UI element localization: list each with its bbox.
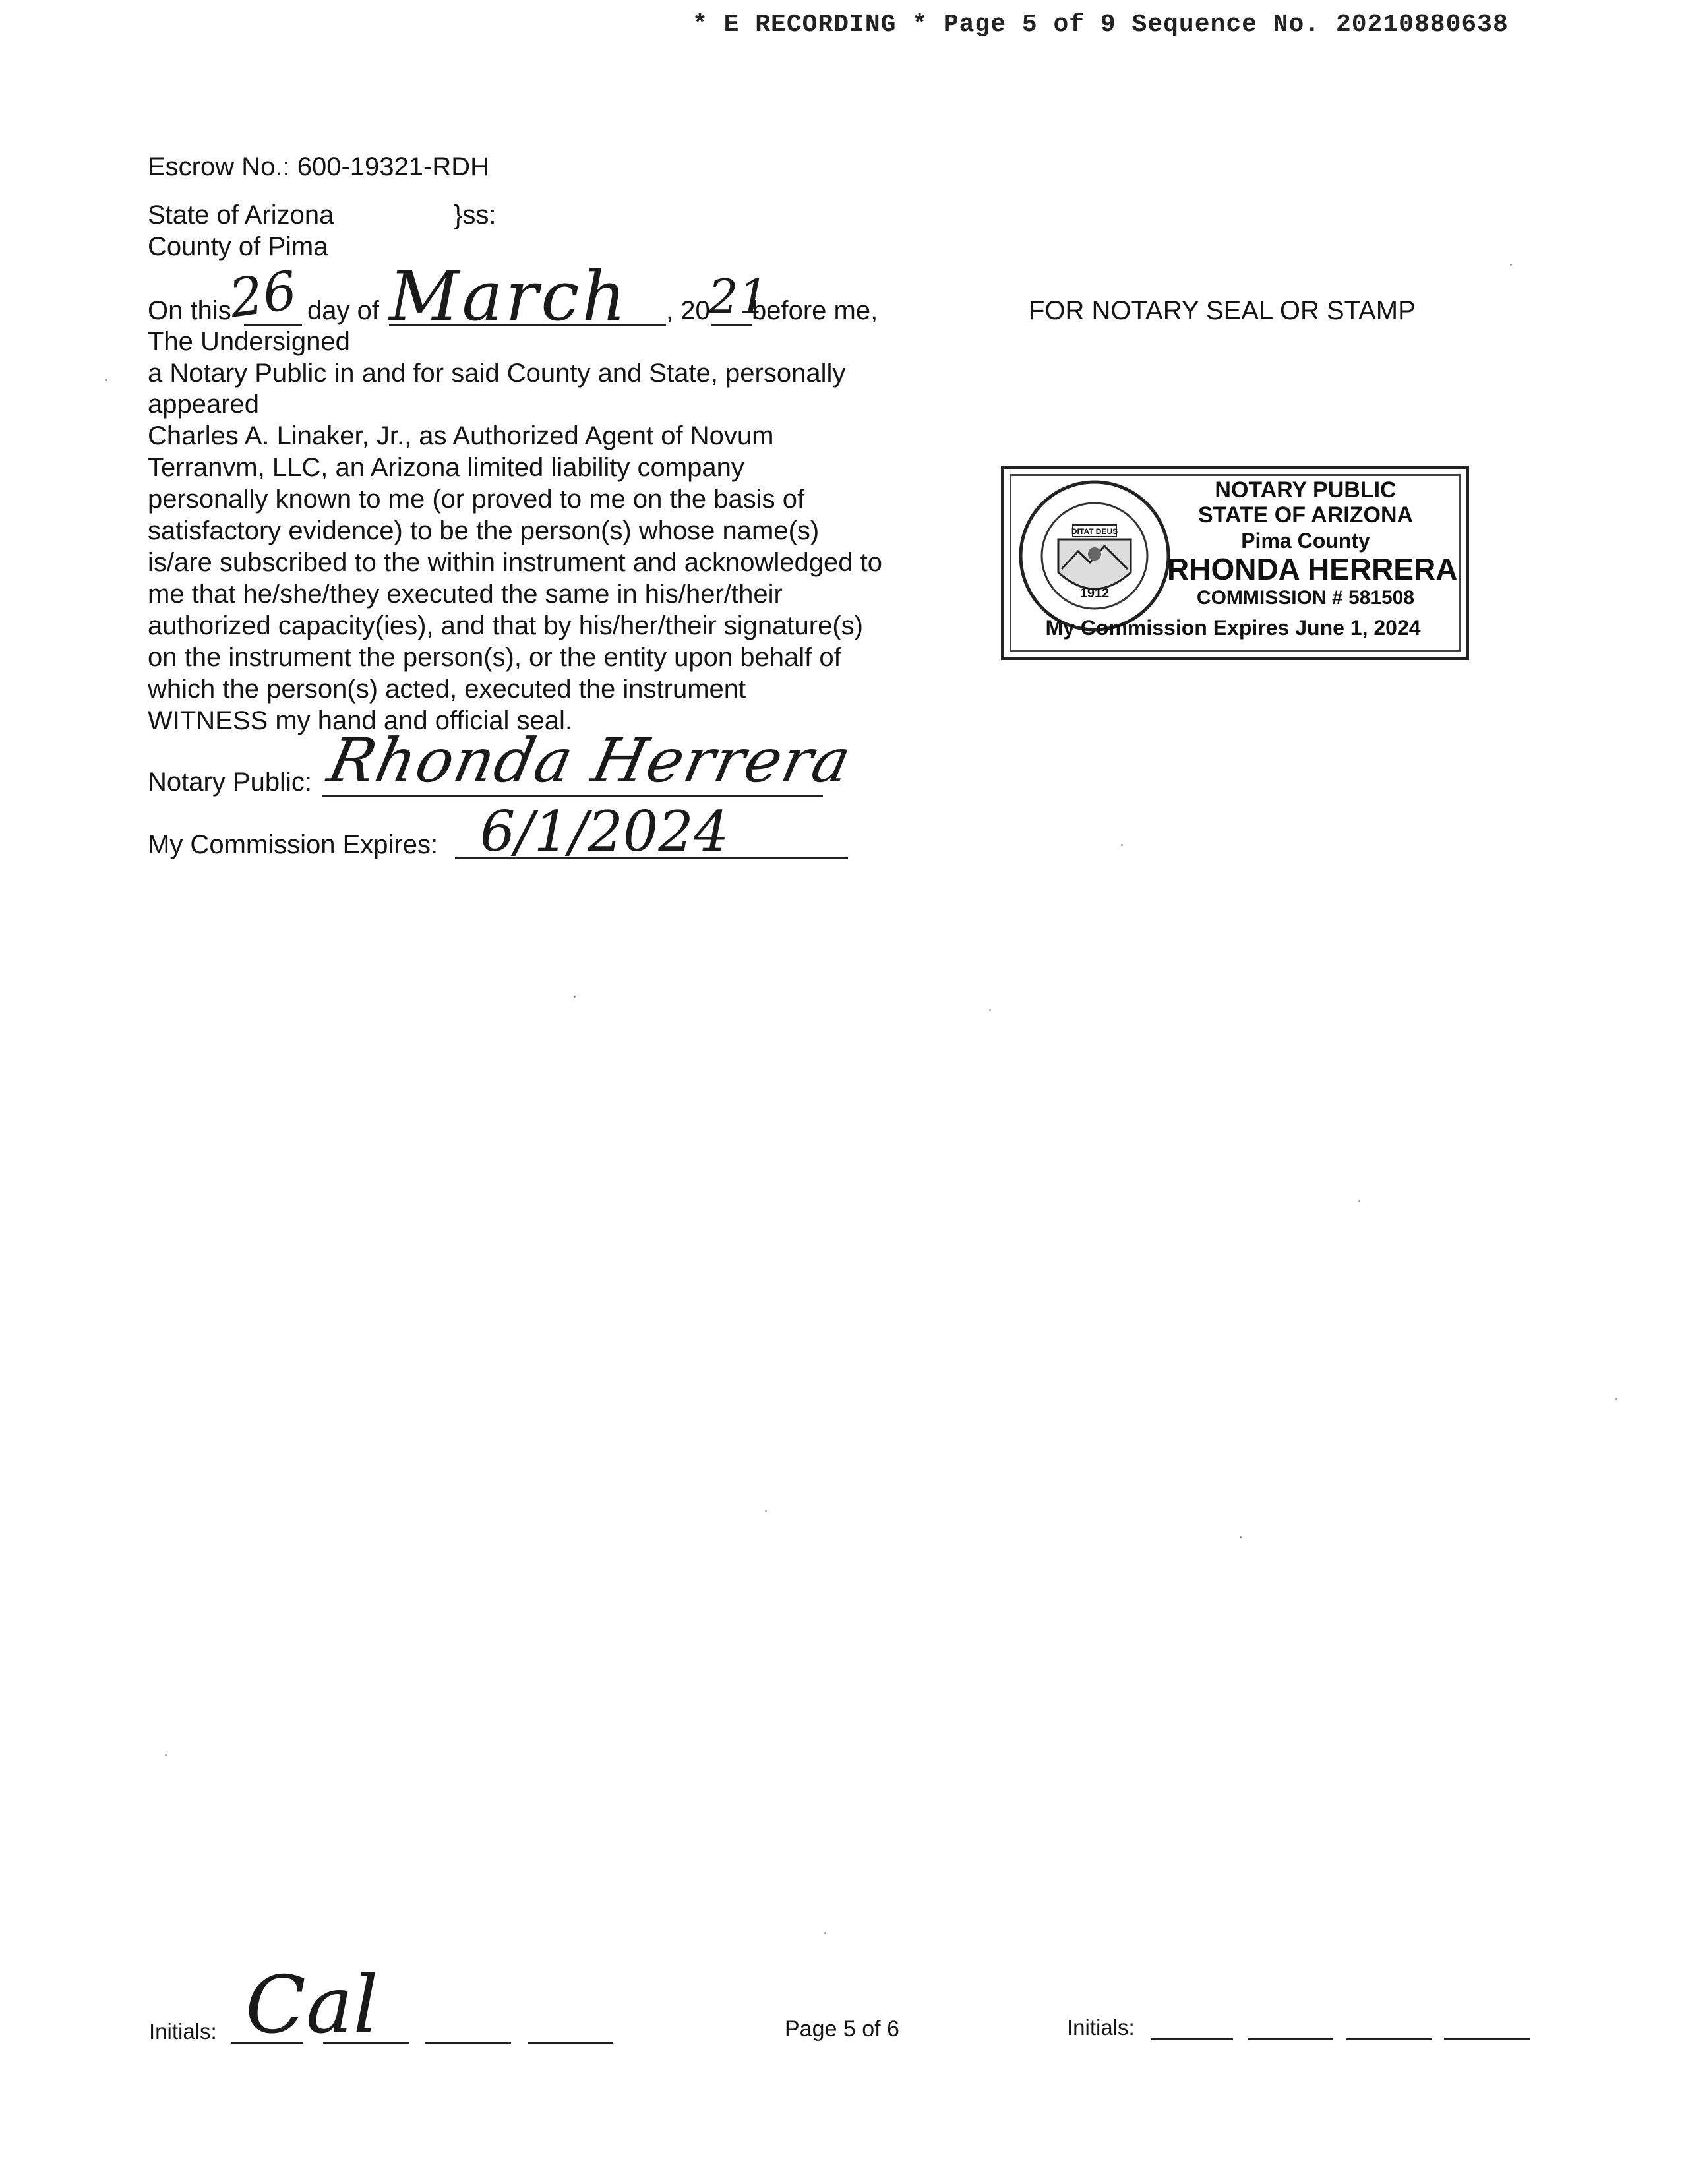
county-line: County of Pima	[148, 232, 328, 261]
ss-marker: }ss:	[454, 200, 497, 229]
stamp-line-notary-public: NOTARY PUBLIC	[1215, 477, 1397, 502]
great-seal-icon	[1012, 473, 1177, 638]
year-handwritten: 21	[708, 269, 769, 324]
notary-signature: Rhonda Herrera	[322, 725, 859, 796]
body-line: a Notary Public in and for said County and State, personally	[148, 359, 846, 388]
escrow-label: Escrow No.:	[148, 152, 290, 181]
seal-area-heading: FOR NOTARY SEAL OR STAMP	[1029, 296, 1416, 325]
seal-year: 1912	[1079, 586, 1110, 601]
recording-header: * E RECORDING * Page 5 of 9 Sequence No. 20210880638	[692, 11, 1509, 39]
undersigned-line: The Undersigned	[148, 327, 350, 356]
scan-speck	[165, 1754, 167, 1756]
initials-left-handwritten: Cal	[245, 1960, 378, 2051]
body-line: appeared	[148, 390, 260, 419]
initials-left-blank-3	[425, 2042, 511, 2044]
commission-expires-handwritten: 6/1/2024	[480, 799, 729, 864]
year-blank	[711, 324, 752, 326]
on-this-label: On this	[148, 296, 231, 325]
escrow-line	[148, 152, 489, 183]
stamp-line-county: Pima County	[1241, 529, 1370, 553]
scan-speck	[824, 1932, 826, 1934]
scan-speck	[1615, 1398, 1617, 1400]
stamp-commission-number: COMMISSION # 581508	[1196, 587, 1415, 609]
scan-speck	[1510, 264, 1512, 266]
initials-right-blank-3	[1346, 2038, 1432, 2040]
body-line: on the instrument the person(s), or the entity upon behalf of	[148, 643, 841, 672]
day-handwritten: 26	[226, 259, 301, 330]
body-line: satisfactory evidence) to be the person(s) whose name(s)	[148, 516, 820, 545]
state-line: State of Arizona	[148, 200, 334, 229]
commission-expires-label: My Commission Expires:	[148, 830, 438, 859]
scan-speck	[1121, 844, 1123, 846]
body-line: Charles A. Linaker, Jr., as Authorized Agent of Novum	[148, 421, 774, 450]
stamp-notary-name: RHONDA HERRERA	[1167, 552, 1458, 586]
stamp-expiration: My Commission Expires June 1, 2024	[1045, 616, 1421, 640]
initials-left-label: Initials:	[149, 2019, 217, 2044]
page-number: Page 5 of 6	[785, 2017, 899, 2042]
scan-speck	[574, 996, 576, 998]
witness-line: WITNESS my hand and official seal.	[148, 706, 572, 735]
body-line: is/are subscribed to the within instrument and acknowledged to	[148, 548, 882, 577]
escrow-number: 600-19321-RDH	[297, 152, 490, 181]
initials-right-label: Initials:	[1067, 2015, 1135, 2040]
scan-speck	[765, 1510, 767, 1512]
initials-right-blank-2	[1248, 2038, 1333, 2040]
day-of-label: day of	[307, 296, 379, 325]
scan-speck	[989, 1009, 991, 1011]
body-line: Terranvm, LLC, an Arizona limited liability company	[148, 453, 744, 482]
stamp-line-state: STATE OF ARIZONA	[1197, 502, 1414, 528]
initials-right-blank-1	[1151, 2038, 1233, 2040]
initials-left-blank-4	[528, 2042, 613, 2044]
body-line: which the person(s) acted, executed the instrument	[148, 675, 746, 704]
initials-right-blank-4	[1444, 2038, 1530, 2040]
seal-motto: DITAT DEUS	[1071, 527, 1118, 536]
year-prefix: , 20	[666, 296, 710, 325]
body-line: authorized capacity(ies), and that by his/her/their signature(s)	[148, 611, 863, 640]
month-handwritten: March	[389, 256, 629, 336]
notary-public-label: Notary Public:	[148, 768, 312, 797]
body-line: me that he/she/they executed the same in his/her/their	[148, 580, 783, 609]
scan-speck	[1240, 1536, 1242, 1538]
before-me-label: before me,	[752, 296, 878, 325]
scan-speck	[106, 379, 107, 381]
scan-speck	[1358, 1200, 1360, 1202]
body-line: personally known to me (or proved to me on the basis of	[148, 485, 805, 514]
